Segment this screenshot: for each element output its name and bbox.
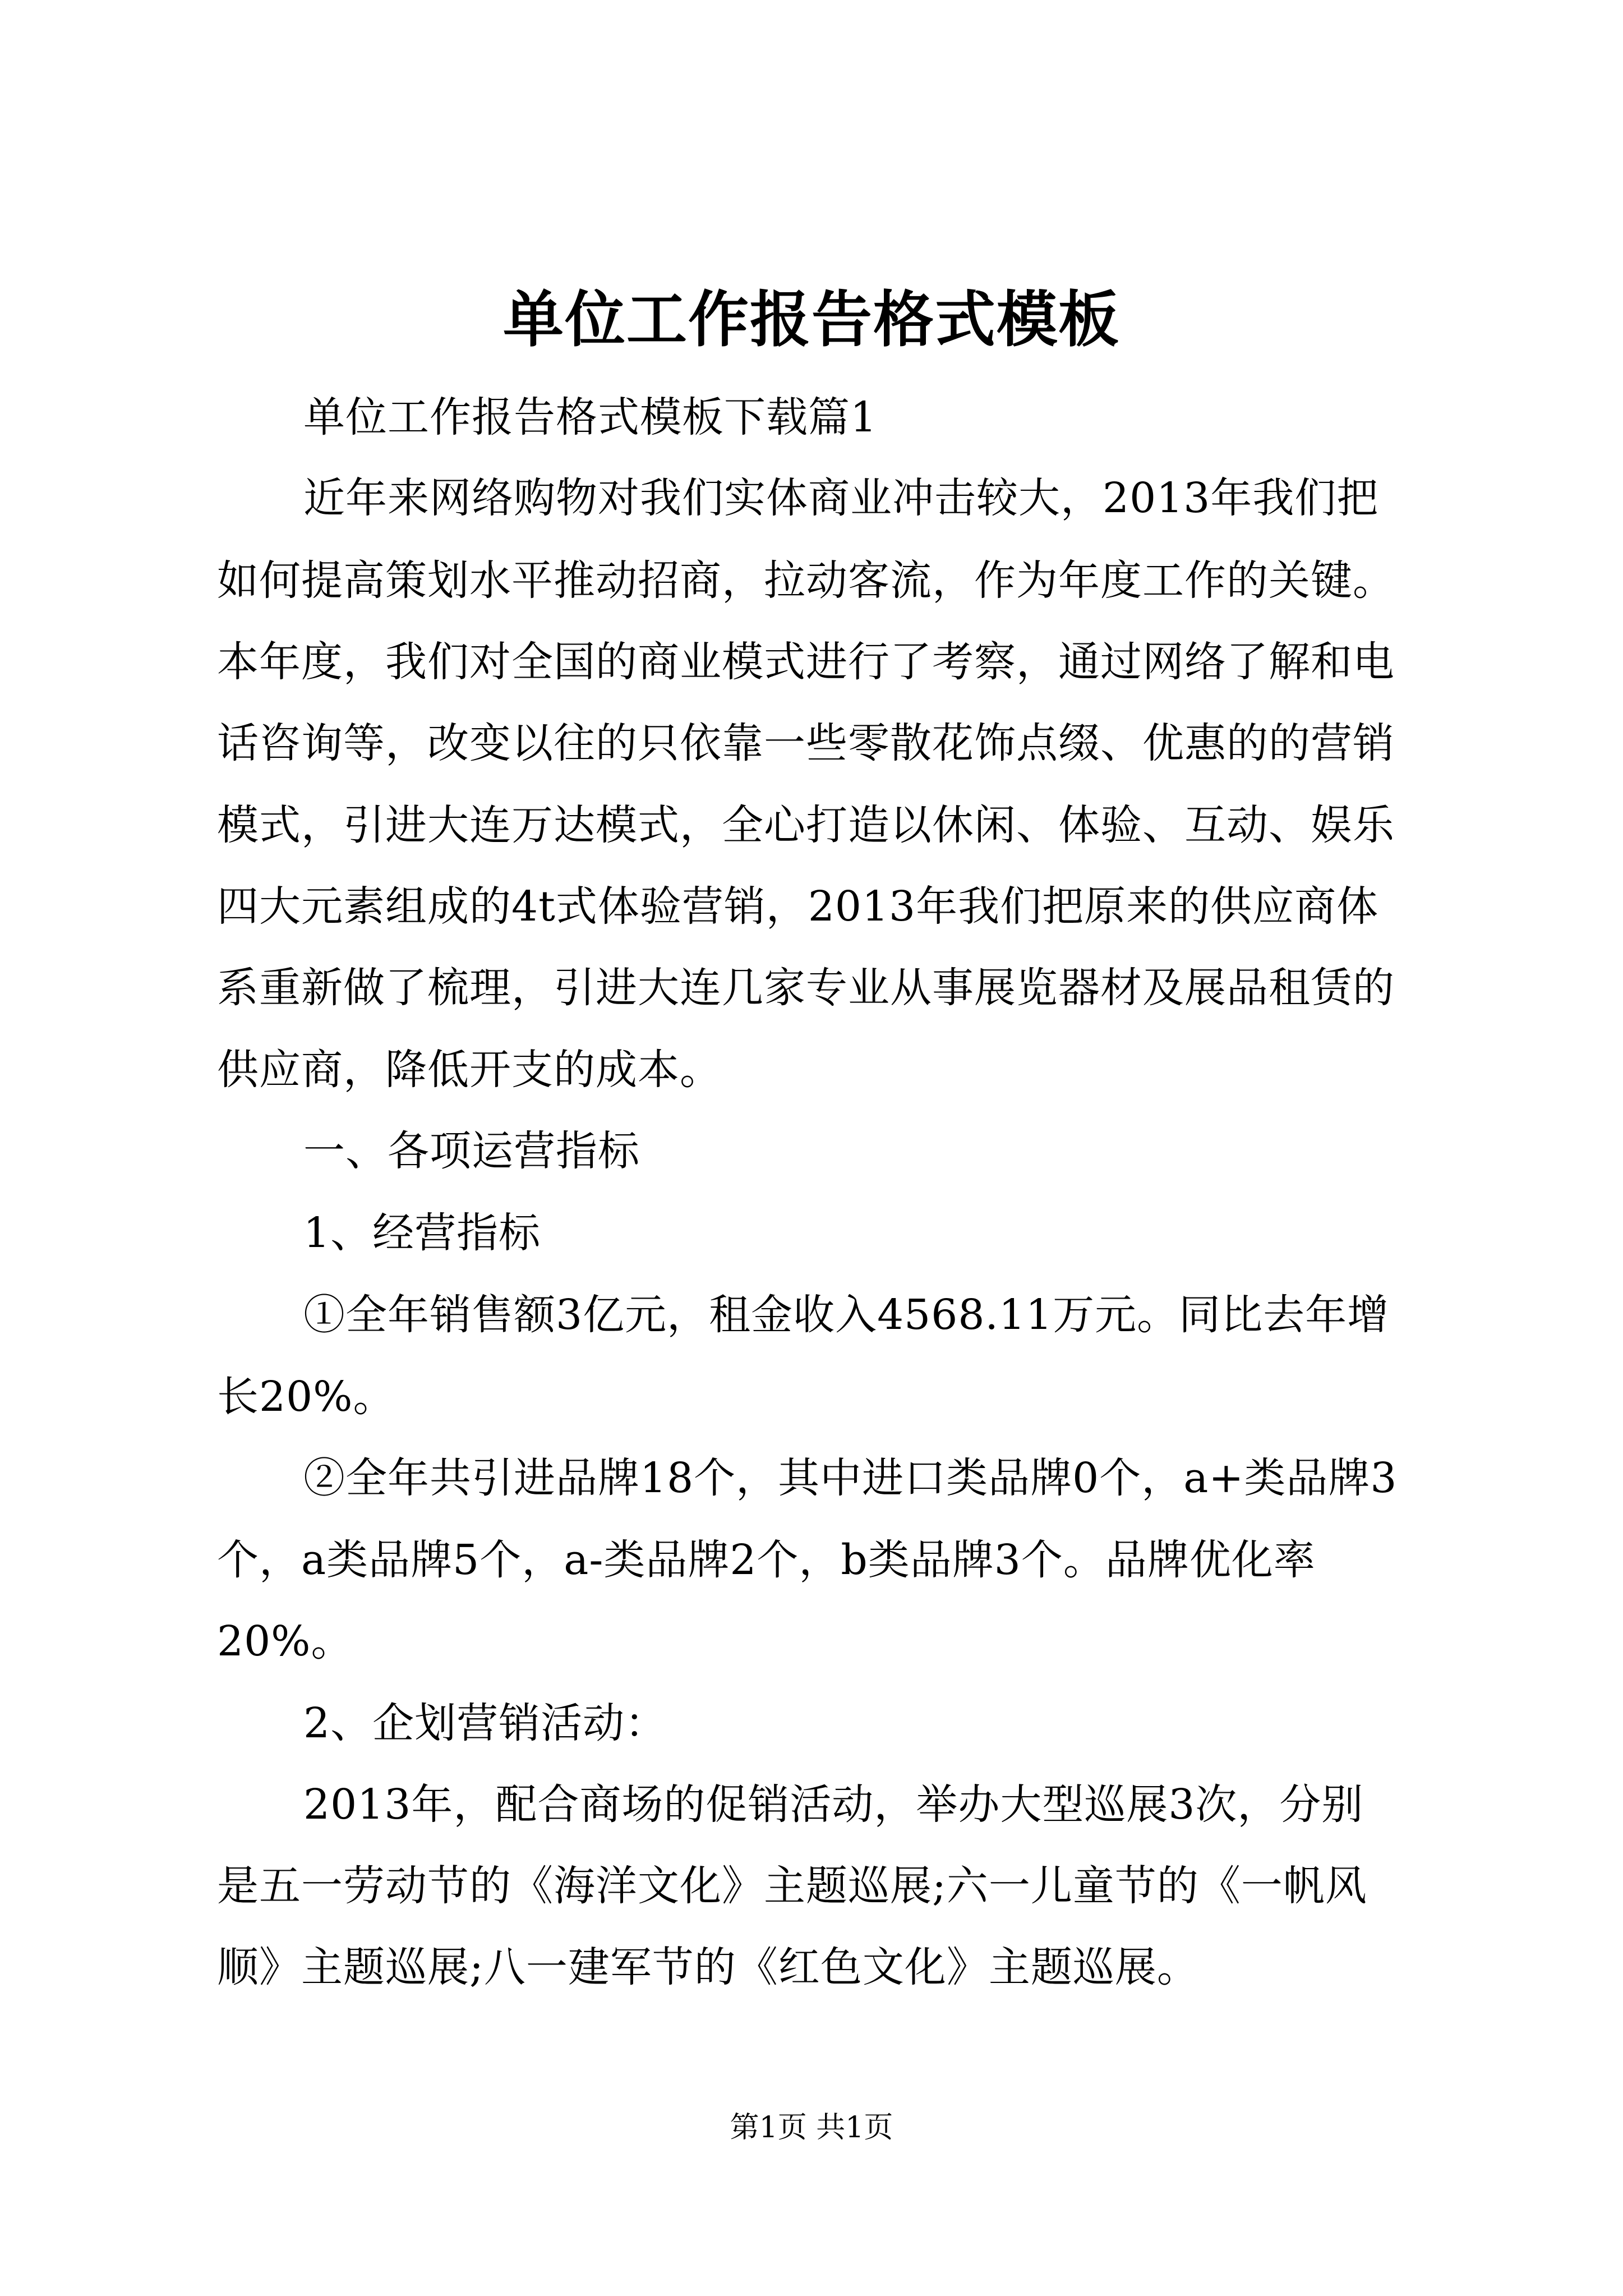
section-heading-2: 一、各项运营指标 bbox=[303, 1127, 640, 1175]
page-footer: 第1页 共1页 bbox=[730, 2111, 893, 2145]
paragraph-line: 长20%。 bbox=[217, 1373, 395, 1421]
paragraph-line: 个，a类品牌5个，a-类品牌2个，b类品牌3个。品牌优化率 bbox=[217, 1536, 1316, 1584]
subsection-heading: 2、企划营销活动： bbox=[303, 1699, 667, 1747]
paragraph-line: 是五一劳动节的《海洋文化》主题巡展;六一儿童节的《一帆风 bbox=[217, 1862, 1367, 1910]
paragraph-line: 20%。 bbox=[217, 1617, 353, 1665]
paragraph-line: 供应商，降低开支的成本。 bbox=[217, 1046, 722, 1094]
subsection-heading: 1、经营指标 bbox=[303, 1209, 541, 1257]
paragraph-line: 系重新做了梳理，引进大连几家专业从事展览器材及展品租赁的 bbox=[217, 964, 1395, 1012]
paragraph-line: 如何提高策划水平推动招商，拉动客流，作为年度工作的关键。 bbox=[217, 556, 1395, 605]
section-heading-1: 单位工作报告格式模板下载篇1 bbox=[303, 393, 878, 441]
paragraph-line: 四大元素组成的4t式体验营销，2013年我们把原来的供应商体 bbox=[217, 882, 1379, 931]
paragraph-line: 本年度，我们对全国的商业模式进行了考察，通过网络了解和电 bbox=[217, 638, 1395, 686]
paragraph-line: 模式，引进大连万达模式，全心打造以休闲、体验、互动、娱乐 bbox=[217, 801, 1395, 849]
paragraph-line: ②全年共引进品牌18个，其中进口类品牌0个，a+类品牌3 bbox=[303, 1454, 1398, 1502]
paragraph-line: 2013年，配合商场的促销活动，举办大型巡展3次，分别 bbox=[303, 1780, 1364, 1829]
paragraph-line: 近年来网络购物对我们实体商业冲击较大，2013年我们把 bbox=[303, 474, 1379, 522]
document-title: 单位工作报告格式模板 bbox=[502, 284, 1120, 355]
paragraph-line: ①全年销售额3亿元，租金收入4568.11万元。同比去年增 bbox=[303, 1291, 1390, 1339]
paragraph-line: 顺》主题巡展;八一建军节的《红色文化》主题巡展。 bbox=[217, 1943, 1199, 1991]
paragraph-line: 话咨询等，改变以往的只依靠一些零散花饰点缀、优惠的的营销 bbox=[217, 719, 1395, 767]
